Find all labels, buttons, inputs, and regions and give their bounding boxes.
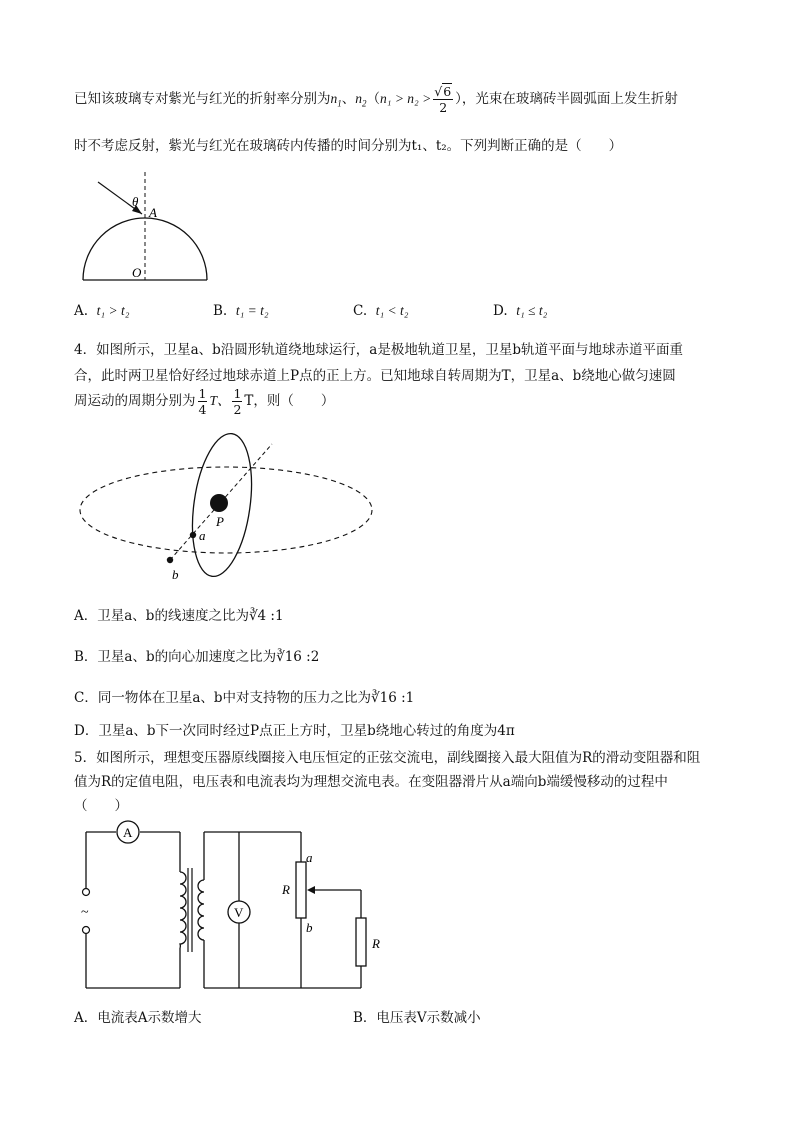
q4-option-d[interactable]: D．卫星a、b下一次同时经过P点正上方时，卫星b绕地心转过的角度为4π	[74, 723, 515, 739]
point-P-label: P	[216, 514, 224, 529]
slider-arrow	[307, 886, 315, 894]
earth-icon	[210, 494, 228, 512]
n1-symbol: $n_1$	[330, 91, 342, 109]
q4-figure	[76, 432, 396, 587]
ac-terminal-bottom	[83, 927, 90, 934]
rheostat-label: R	[282, 882, 290, 897]
ac-source-icon: ~	[81, 905, 89, 920]
q4-line3-text: 周运动的周期分别为	[74, 393, 196, 409]
q3-line2: 时不考虑反射，紫光与红光在玻璃砖内传播的时间分别为t₁、t₂。下列判断正确的是（ ）	[74, 138, 623, 154]
point-A-label: A	[149, 205, 157, 220]
orbit-b-dashed	[80, 467, 372, 553]
primary-coil	[180, 872, 186, 948]
q3-option-b[interactable]: B. t₁ = t₂	[213, 303, 269, 319]
q3-option-c[interactable]: C. t₁ < t₂	[353, 303, 409, 319]
satellite-b-label: b	[172, 567, 179, 582]
separator: 、	[341, 91, 356, 107]
period-T: T、	[209, 393, 231, 408]
satellite-a-dot	[190, 532, 196, 538]
fixed-resistor-label: R	[372, 936, 380, 951]
rheostat	[296, 862, 306, 918]
primary-circuit	[86, 832, 180, 988]
fraction-quarter: $\frac{1}{4}$	[198, 386, 207, 417]
q4-line3	[74, 386, 334, 417]
sqrt6-over-2: $\frac{√6}{2}$	[434, 84, 452, 115]
q5-line1: 5．如图所示，理想变压器原线圈接入电压恒定的正弦交流电，副线圈接入最大阻值为R的滑动变阻器和阻	[74, 750, 701, 766]
q3-line1-tail: ），光束在玻璃砖半圆弧面上发生折射	[455, 91, 678, 107]
q5-figure	[76, 818, 396, 993]
q5-option-a[interactable]: A．电流表A示数增大	[74, 1010, 202, 1026]
q4-line3-tail: T，则（ ）	[244, 393, 335, 409]
q3-line1-text: 已知该玻璃专对紫光与红光的折射率分别为	[74, 91, 331, 107]
satellite-b-dot	[167, 557, 173, 563]
theta-label: θ	[132, 194, 139, 209]
q3-line1	[74, 84, 678, 115]
terminal-b-label: b	[306, 920, 313, 935]
point-O-label: O	[132, 265, 142, 280]
terminal-a-label: a	[306, 850, 313, 865]
q4-option-a[interactable]: A．卫星a、b的线速度之比为∛4 :1	[74, 608, 284, 624]
satellite-a-label: a	[199, 528, 206, 543]
fraction-half: $\frac{1}{2}$	[233, 386, 242, 417]
q3-option-d[interactable]: D. t₁ ≤ t₂	[493, 303, 548, 319]
q4-line1: 4．如图所示，卫星a、b沿圆形轨道绕地球运行，a是极地轨道卫星，卫星b轨道平面与地球赤道平面重	[74, 342, 683, 358]
ammeter-label: A	[123, 825, 133, 840]
q5-option-b[interactable]: B．电压表V示数减小	[353, 1010, 481, 1026]
q4-line2: 合，此时两卫星恰好经过地球赤道上P点的正上方。已知地球自转周期为T，卫星a、b绕地心做匀速圆	[74, 368, 676, 384]
fixed-resistor	[356, 918, 366, 966]
q3-option-a[interactable]: A. t₁ > t₂	[74, 303, 130, 319]
q4-option-c[interactable]: C．同一物体在卫星a、b中对支持物的压力之比为∛16 :1	[74, 690, 415, 706]
q4-option-b[interactable]: B．卫星a、b的向心加速度之比为∛16 :2	[74, 649, 320, 665]
voltmeter-label: V	[234, 905, 244, 920]
inequality: n₁ > n₂ >	[380, 91, 432, 106]
q5-line2: 值为R的定值电阻，电压表和电流表均为理想交流电表。在变阻器滑片从a端向b端缓慢移动的过程中	[74, 774, 668, 790]
ac-terminal-top	[83, 889, 90, 896]
n2-symbol: $n_2$	[355, 91, 367, 109]
q3-figure	[76, 168, 216, 286]
q5-line3: （ ）	[74, 798, 128, 814]
secondary-coil	[198, 880, 204, 940]
paren-open: （	[366, 91, 380, 107]
